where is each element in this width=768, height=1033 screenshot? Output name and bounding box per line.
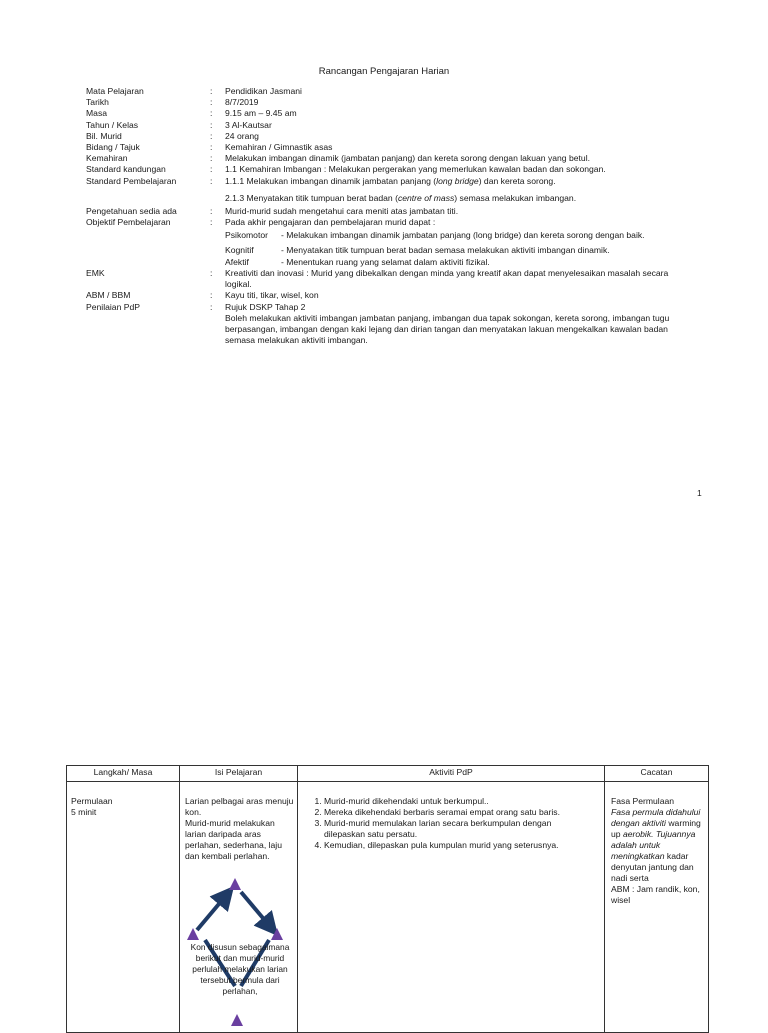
list-item: 4. Kemudian, dilepaskan pula kumpulan murid yang seterusnya. — [324, 840, 594, 851]
lesson-info — [86, 86, 683, 346]
header-langkah: Langkah/ Masa — [67, 766, 180, 782]
info-label: Mata Pelajaran — [86, 86, 144, 96]
objektif-value: - Menentukan ruang yang selamat dalam aktiviti fizikal. — [281, 256, 490, 267]
info-value: Murid-murid sudah mengetahui cara meniti atas jambatan titi. — [225, 206, 459, 217]
info-row-tarikh — [86, 97, 683, 108]
catatan-plain-1: warming up — [611, 818, 701, 839]
sp-text-1b: ) dan kereta sorong. — [478, 175, 556, 186]
info-row-penilaian — [86, 302, 683, 347]
info-value — [225, 193, 683, 204]
info-row-standard-kandungan — [86, 164, 683, 175]
catatan-italic-1: Fasa permula didahului dengan aktiviti — [611, 807, 701, 828]
activity-list — [306, 796, 594, 851]
list-item: 2. Mereka dikehendaki berbaris seramai empat orang satu baris. — [324, 807, 594, 818]
info-label: Bidang / Tajuk — [86, 142, 140, 153]
arrow-down-right — [241, 892, 273, 930]
info-value: 8/7/2019 — [225, 97, 259, 108]
document-title: Rancangan Pengajaran Harian — [318, 66, 450, 77]
objektif-psikomotor — [225, 230, 683, 241]
sp-text-2-italic: centre of mass — [397, 192, 455, 203]
info-label: Standard kandungan — [86, 164, 166, 175]
info-value: Kayu titi, tikar, wisel, kon — [225, 290, 319, 301]
info-colon: : — [210, 217, 213, 228]
objektif-key: Kognitif — [225, 244, 254, 255]
catatan-text — [611, 796, 704, 906]
info-label: EMK — [86, 268, 105, 279]
info-label: Masa — [86, 108, 108, 119]
isi-content — [185, 796, 294, 1032]
table-row — [67, 782, 709, 1033]
info-row-bidang-tajuk — [86, 142, 683, 153]
catatan-italic-2: aerobik. Tujuannya adalah untuk meningkatkan — [611, 829, 696, 861]
cone-icon — [231, 1014, 243, 1026]
info-row-standard-pembelajaran — [86, 176, 683, 187]
info-colon: : — [210, 206, 213, 217]
info-colon: : — [210, 108, 213, 119]
header-aktiviti: Aktiviti PdP — [298, 766, 605, 782]
info-label: Kemahiran — [86, 153, 128, 164]
cell-langkah — [67, 782, 180, 1033]
header-catatan: Cacatan — [605, 766, 709, 782]
list-item: 1. Murid-murid dikehendaki untuk berkumpul.. — [324, 796, 594, 807]
sp-text-2b: ) semasa melakukan imbangan. — [454, 192, 577, 203]
arrow-up-left — [197, 892, 229, 930]
info-row-emk — [86, 268, 683, 290]
info-row-masa — [86, 108, 683, 119]
isi-text: Larian pelbagai aras menuju kon. Murid-murid melakukan larian daripada aras perlahan, sederhana, laju dan kembali perlahan. — [185, 796, 294, 861]
objektif-key: Afektif — [225, 256, 249, 267]
catatan-abm: ABM : Jam randik, kon, wisel — [611, 884, 700, 905]
sp-text-1-italic: long bridge — [436, 175, 479, 186]
cone-icon — [229, 878, 241, 890]
objektif-value: - Melakukan imbangan dinamik jambatan panjang (long bridge) dan kereta sorong dengan baik. — [281, 230, 645, 241]
info-row-objektif — [86, 217, 683, 268]
info-value: Melakukan imbangan dinamik (jambatan panjang) dan kereta sorong dengan lakuan yang betul. — [225, 153, 590, 164]
cell-aktiviti — [298, 782, 605, 1033]
info-label: Objektif Pembelajaran — [86, 217, 171, 228]
info-row-kemahiran — [86, 153, 683, 164]
info-colon: : — [210, 130, 213, 141]
objektif-key: Psikomotor — [225, 230, 268, 241]
info-value: 24 orang — [225, 130, 259, 141]
info-value — [225, 302, 683, 347]
info-label: ABM / BBM — [86, 290, 131, 301]
info-value: 3 Al-Kautsar — [225, 119, 272, 130]
langkah-text: Permulaan 5 minit — [71, 796, 113, 817]
info-colon: : — [210, 164, 213, 175]
info-value: 1.1 Kemahiran Imbangan : Melakukan pergerakan yang memerlukan kawalan badan dan sokongan. — [225, 164, 606, 175]
sp-text-1a: 1.1.1 Melakukan imbangan dinamik jambatan panjang ( — [225, 175, 437, 186]
cell-isi — [180, 782, 298, 1033]
cone-caption: Kon disusun sebagaimana berikut dan murid-murid perlulah melakukan larian tersebut bermula dari perlahan, — [190, 942, 290, 996]
info-colon: : — [210, 119, 213, 130]
info-colon: : — [210, 175, 213, 186]
info-row-pengetahuan — [86, 206, 683, 217]
info-label: Tahun / Kelas — [86, 119, 139, 130]
objektif-kognitif — [225, 245, 683, 256]
info-colon: : — [210, 86, 213, 96]
cell-catatan — [605, 782, 709, 1033]
info-value: Kemahiran / Gimnastik asas — [225, 142, 333, 153]
objektif-intro: Pada akhir pengajaran dan pembelajaran murid dapat : — [225, 217, 436, 228]
penilaian-desc: Boleh melakukan aktiviti imbangan jambatan panjang, imbangan dua tapak sokongan, kereta sorong, imbangan tugu berpasangan, imbangan dengan kaki lejang dan dirian tangan dan menyatakan lakuan mengekalkan kawalan badan semasa melakukan aktiviti imbangan. — [225, 312, 670, 346]
table-header-row — [67, 766, 709, 782]
catatan-plain-2: kadar denyutan jantung dan nadi serta — [611, 851, 694, 883]
info-row-mata-pelajaran — [86, 86, 683, 97]
objektif-afektif — [225, 257, 683, 268]
info-value: 9.15 am – 9.45 am — [225, 108, 297, 119]
info-colon: : — [210, 142, 213, 153]
info-value: Kreativiti dan inovasi : Murid yang dibekalkan dengan minda yang kreatif akan dapat menyelesaikan masalah secara logikal. — [225, 268, 669, 290]
catatan-phase: Fasa Permulaan — [611, 796, 675, 806]
info-label: Bil. Murid — [86, 130, 122, 141]
header-isi: Isi Pelajaran — [180, 766, 298, 782]
info-colon: : — [210, 268, 213, 279]
page-number: 1 — [697, 488, 702, 498]
info-colon: : — [210, 153, 213, 164]
info-colon: : — [210, 301, 213, 312]
info-value — [225, 176, 683, 187]
info-colon: : — [210, 97, 213, 108]
list-item: 3. Murid-murid memulakan larian secara berkumpulan dengan dilepaskan satu persatu. — [324, 818, 594, 840]
info-row-standard-pembelajaran-2 — [86, 193, 683, 204]
info-row-bil-murid — [86, 131, 683, 142]
info-value — [225, 217, 683, 268]
sp-text-2a: 2.1.3 Menyatakan titik tumpuan berat badan ( — [225, 192, 398, 203]
info-colon: : — [210, 290, 213, 301]
info-row-tahun-kelas — [86, 120, 683, 131]
lesson-activity-table — [66, 765, 709, 1033]
info-label: Tarikh — [86, 97, 109, 108]
objektif-value: - Menyatakan titik tumpuan berat badan semasa melakukan aktiviti imbangan dinamik. — [281, 244, 610, 255]
info-label: Penilaian PdP — [86, 301, 140, 312]
info-label: Standard Pembelajaran — [86, 175, 177, 186]
info-label: Pengetahuan sedia ada — [86, 206, 177, 217]
info-row-abm — [86, 290, 683, 301]
penilaian-ref: Rujuk DSKP Tahap 2 — [225, 301, 306, 312]
info-value: Pendidikan Jasmani — [225, 86, 302, 96]
